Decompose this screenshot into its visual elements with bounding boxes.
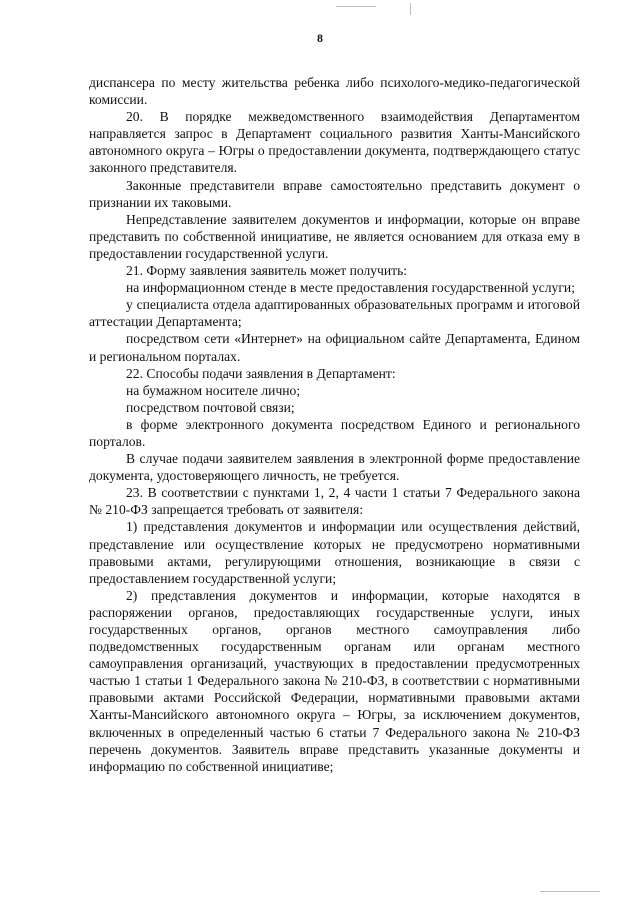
paragraph: посредством сети «Интернет» на официальном сайте Департамента, Едином и региональном порталах.	[89, 331, 580, 364]
paragraph: В случае подачи заявителем заявления в электронной форме предоставление документа, удостоверяющего личность, не требуется.	[89, 451, 580, 484]
paragraph: 22. Способы подачи заявления в Департамент:	[126, 365, 396, 381]
page-number: 8	[317, 31, 323, 45]
paragraph: у специалиста отдела адаптированных образовательных программ и итоговой аттестации Департамента;	[89, 297, 580, 330]
document-body	[89, 74, 580, 775]
paragraph: 2) представления документов и информации, которые находятся в распоряжении органов, предоставляющих государственные услуги, иных государственных органов, органов местного самоуправления либо подведомственных государственным органам или органам местного самоуправления организаций, участвующих в предоставлении предусмотренных частью 1 статьи 1 Федерального закона № 210-ФЗ, в соответствии с нормативными правовыми актами Российской Федерации, нормативными правовыми актами Ханты-Мансийского автономного округа – Югры, за исключением документов, включенных в определенный частью 6 статьи 7 Федерального закона № 210-ФЗ перечень документов. Заявитель вправе представить указанные документы и информацию по собственной инициативе;	[89, 587, 580, 774]
paragraph: посредством почтовой связи;	[126, 399, 295, 415]
paragraph: на бумажном носителе лично;	[126, 382, 301, 398]
paragraph: 20. В порядке межведомственного взаимодействия Департаментом направляется запрос в Департамент социального развития Ханты-Мансийского автономного округа – Югры о предоставлении документа, подтверждающего статус законного представителя.	[89, 109, 580, 176]
paragraph: на информационном стенде в месте предоставления государственной услуги;	[126, 280, 575, 296]
paragraph: диспансера по месту жительства ребенка либо психолого-медико-педагогической комиссии.	[89, 75, 580, 108]
paragraph: в форме электронного документа посредством Единого и регионального порталов.	[89, 416, 580, 449]
paragraph: Непредставление заявителем документов и информации, которые он вправе представить по собственной инициативе, не является основанием для отказа ему в предоставлении государственной услуги.	[89, 211, 580, 261]
scan-artifact	[410, 3, 411, 15]
paragraph: 21. Форму заявления заявитель может получить:	[126, 263, 408, 279]
paragraph: 1) представления документов и информации или осуществления действий, представление или осуществление которых не предусмотрено нормативными правовыми актами, регулирующими отношения, возникающие в связи с предоставлением государственной услуги;	[89, 519, 580, 586]
scan-artifact	[540, 891, 600, 892]
paragraph: Законные представители вправе самостоятельно представить документ о признании их таковыми.	[89, 177, 580, 210]
paragraph: 23. В соответствии с пунктами 1, 2, 4 части 1 статьи 7 Федерального закона № 210-ФЗ запрещается требовать от заявителя:	[89, 485, 580, 518]
scan-artifact	[336, 6, 376, 7]
